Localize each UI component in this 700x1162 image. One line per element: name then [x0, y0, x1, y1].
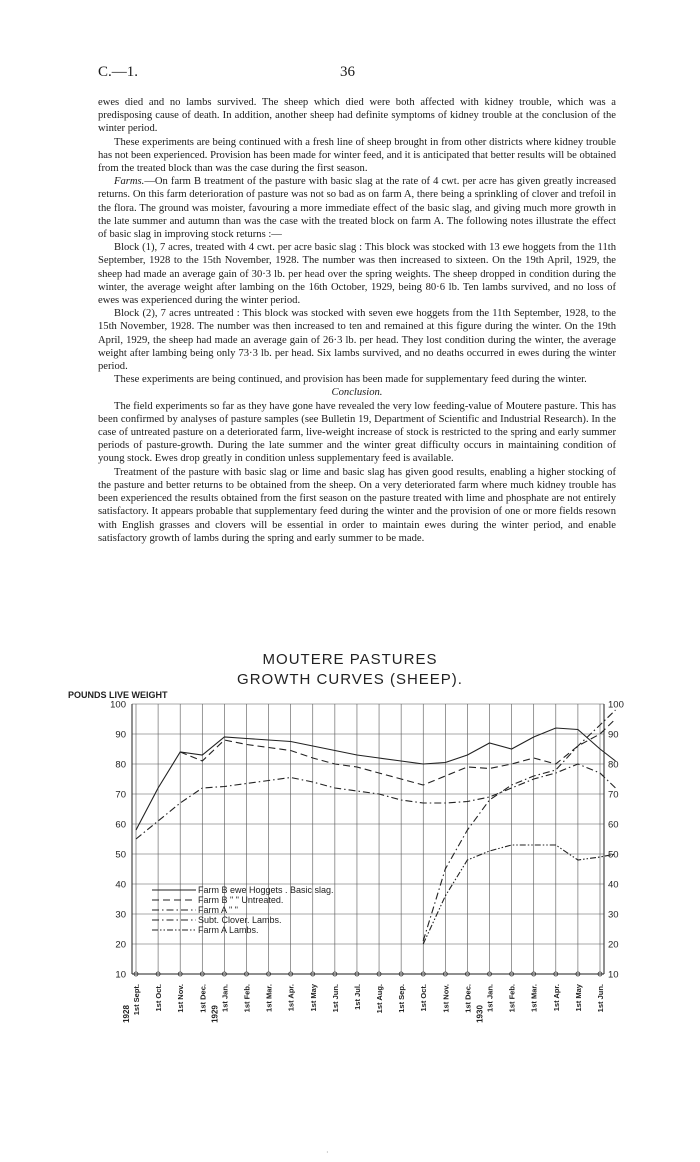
legend-entry: Farm B ewe Hoggets . Basic slag.	[198, 885, 334, 895]
x-tick-label: 1st Feb.	[507, 984, 517, 1013]
y-tick-label-right: 40	[608, 879, 619, 891]
paragraph-text: —On farm B treatment of the pasture with basic slag at the rate of 4 cwt. per acre has given greatly increased returns. On this farm deterioration of pasture was not so bad as on farm A, there being a sprinkling of clover and trefoil in the flora. The ground was moister, favouring a more immediate effect of the basic slag, and giving much more growth in the late summer and autumn than was the case with the treated block on farm A. The following notes illustrate the effect of basic slag in improving stock returns :—	[98, 176, 616, 241]
y-tick-label-right: 60	[608, 819, 619, 831]
x-tick-label: 1st Dec.	[463, 984, 473, 1013]
x-tick-label: 1st Jan.	[485, 984, 495, 1012]
y-tick-label-right: 100	[608, 699, 624, 711]
chart-subtitle: GROWTH CURVES (SHEEP).	[237, 671, 463, 688]
run-in-heading: Farms.	[114, 176, 145, 188]
paragraph: Block (1), 7 acres, treated with 4 cwt. per acre basic slag : This block was stocked with 13 ewe hoggets from the 11th September, 1928 to the 15th November, 1928. The number was then increased to sixteen. On the 19th April, 1929, the sheep had made an average gain of 30·3 lb. per head over the spring weights. The sheep dropped in condition during the winter, the average weight after lambing on the 16th October, 1929, being 80·6 lb. Ten lambs survived, and no loss of ewes was experienced during the winter period.	[98, 242, 616, 307]
y-tick-label-left: 80	[115, 759, 126, 771]
footer-mark: ·	[326, 1148, 329, 1157]
legend-entry: Farm A " "	[198, 905, 238, 915]
y-tick-label-left: 40	[115, 879, 126, 891]
y-tick-label-right: 50	[608, 849, 619, 861]
y-tick-label-right: 30	[608, 909, 619, 921]
y-tick-label-left: 90	[115, 729, 126, 741]
y-tick-label-left: 100	[110, 699, 126, 711]
x-tick-label: 1st Apr.	[286, 984, 296, 1012]
legend-entry: Farm B " " Untreated.	[198, 895, 284, 905]
x-tick-label: 1st May	[573, 984, 583, 1012]
y-tick-label-left: 10	[115, 969, 126, 981]
x-tick-label: 1st Sept.	[132, 984, 141, 1016]
series-line-5	[423, 845, 615, 944]
x-tick-label: 1st Sep.	[397, 984, 407, 1013]
document-code: C.—1.	[98, 64, 139, 80]
x-tick-label: 1st Mar.	[529, 984, 539, 1012]
paragraph: Treatment of the pasture with basic slag or lime and basic slag has given good results, enabling a higher stocking of the pasture and better returns to be obtained from the sheep. On a very deteriorated farm where much kidney trouble has been experienced the results obtained from the first season on the pasture treated with lime and phosphate are not entirely satisfactory. It appears probable that supplementary feed during the winter and the provision of one or more fields resown with English grasses and clovers will be essential in order to maintain ewes during the winter period, and enable satisfactory growth of lambs during the spring and early summer to be made.	[98, 466, 616, 544]
x-tick-label: 1st Nov.	[176, 984, 186, 1013]
x-tick-label: 1st Apr.	[551, 984, 561, 1012]
legend-entry: Subt. Clover. Lambs.	[198, 915, 282, 925]
y-tick-label-right: 70	[608, 789, 619, 801]
y-tick-label-right: 10	[608, 969, 619, 981]
paragraph: The field experiments so far as they have gone have revealed the very low feeding-value of Moutere pasture. This has been confirmed by analyses of pasture samples (see Bulletin 19, Department of Scientific and Industrial Research). In the case of untreated pasture on a deteriorated farm, live-weight increase of stock is restricted to the spring and early summer periods of pasture-growth. During the late summer and the winter great difficulty occurs in maintaining condition of young stock. Ewes drop greatly in condition unless supplementary feed is available.	[98, 400, 616, 465]
x-year-label: 1928	[122, 1005, 131, 1023]
paragraph: Block (2), 7 acres untreated : This block was stocked with seven ewe hoggets from the 11th September, 1928, to the 15th November, 1928. The number was then increased to ten and remained at this figure during the winter. On the 19th April, 1929, the sheep had made an average gain of 26·3 lb. per head. They lost condition during the winter, the average weight after lambing being only 73·3 lb. per head. Six lambs survived, and no deaths occurred in ewes during the winter period.	[98, 308, 616, 373]
series-line-3	[136, 764, 616, 839]
y-tick-label-left: 50	[115, 849, 126, 861]
legend-entry: Farm A Lambs.	[198, 925, 259, 935]
y-tick-label-right: 20	[608, 939, 619, 951]
y-tick-label-left: 70	[115, 789, 126, 801]
y-tick-label-right: 90	[608, 729, 619, 741]
paragraph: These experiments are being continued with a fresh line of sheep brought in from other districts where kidney trouble has not been experienced. Provision has been made for winter feed, and it is anticipated that better results will be obtained from the treated block than was the case during the first season.	[98, 136, 616, 175]
y-tick-label-right: 80	[608, 759, 619, 771]
y-tick-label-left: 20	[115, 939, 126, 951]
page-number: 36	[340, 64, 355, 80]
y-axis-label: POUNDS LIVE WEIGHT	[68, 690, 168, 700]
x-year-label: 1930	[475, 1005, 485, 1023]
series-line-1	[136, 728, 616, 830]
x-tick-label: 1st Dec.	[198, 984, 208, 1013]
section-heading: Conclusion.	[331, 387, 383, 399]
series-line-2	[180, 719, 615, 785]
x-tick-label: 1st Jan.	[220, 984, 230, 1012]
x-tick-label: 1st Jun.	[596, 984, 605, 1013]
x-tick-label: 1st Mar.	[264, 984, 274, 1012]
x-tick-label: 1st Nov.	[441, 984, 451, 1013]
chart-title: MOUTERE PASTURES	[262, 651, 438, 668]
x-tick-label: 1st Oct.	[154, 984, 164, 1012]
x-tick-label: 1st Oct.	[419, 984, 429, 1012]
y-tick-label-left: 60	[115, 819, 126, 831]
paragraph: ewes died and no lambs survived. The sheep which died were both affected with kidney trouble, which was a predisposing cause of death. In addition, another sheep had definite symptoms of kidney trouble at the conclusion of the winter period.	[98, 97, 616, 135]
x-tick-label: 1st Aug.	[375, 984, 385, 1014]
x-tick-label: 1st Feb.	[242, 984, 252, 1013]
x-tick-label: 1st Jun.	[330, 984, 340, 1013]
y-tick-label-left: 30	[115, 909, 126, 921]
x-year-label: 1929	[210, 1005, 220, 1023]
x-tick-label: 1st Jul.	[352, 984, 362, 1010]
paragraph: These experiments are being continued, and provision has been made for supplementary feed during the winter.	[114, 374, 587, 386]
x-tick-label: 1st May	[308, 984, 318, 1012]
